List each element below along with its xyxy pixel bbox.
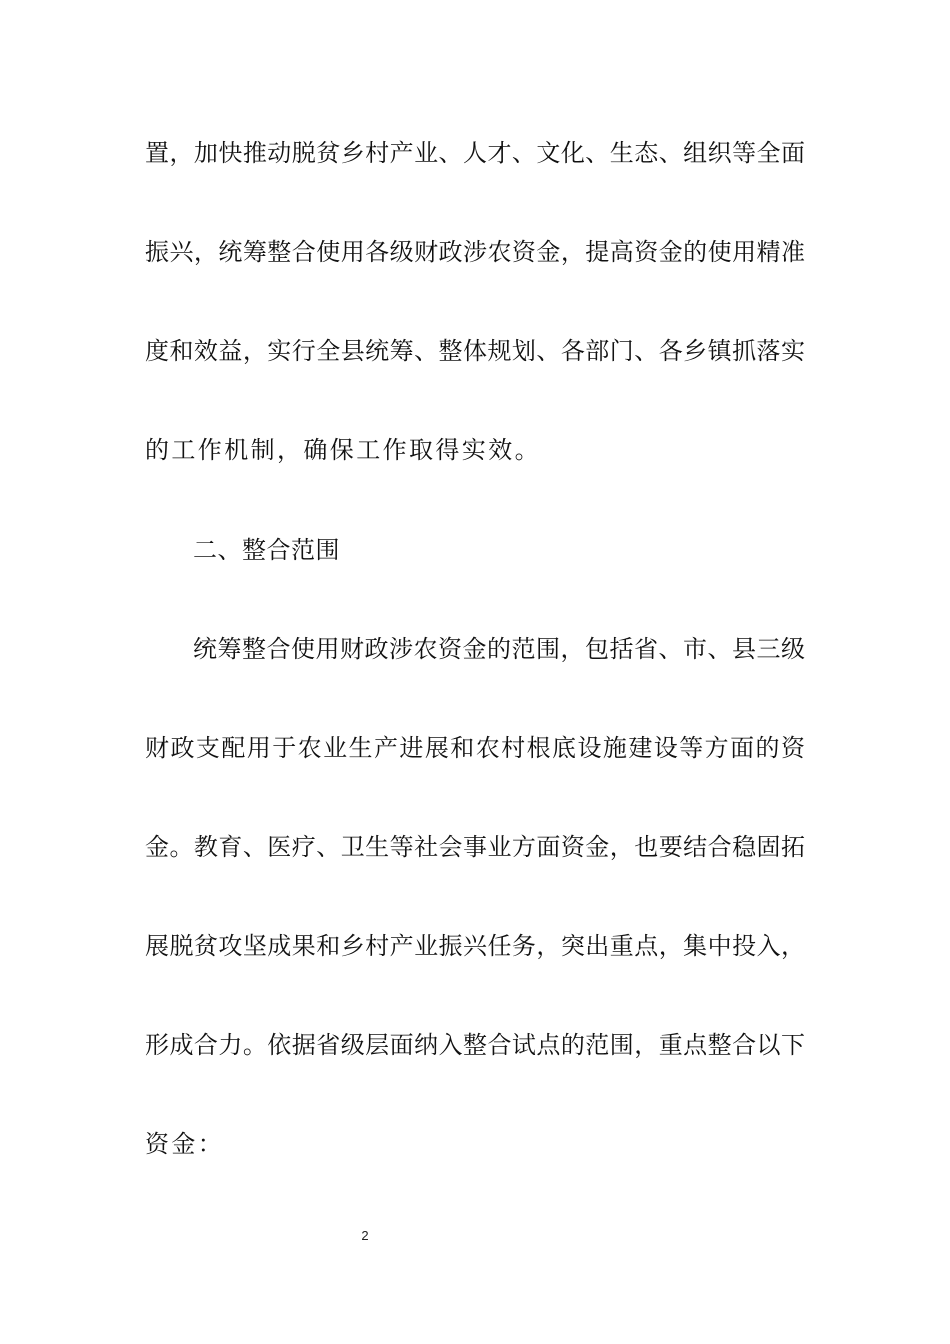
paragraph-2-line-5: 形成合力。依据省级层面纳入整合试点的范围，重点整合以下 [145,1031,805,1059]
paragraph-2-line-3: 金。教育、医疗、卫生等社会事业方面资金，也要结合稳固拓 [145,833,805,861]
paragraph-1-line-2: 振兴，统筹整合使用各级财政涉农资金，提高资金的使用精准 [145,238,805,266]
paragraph-2-line-6: 资金： [145,1130,225,1158]
paragraph-2-line-4: 展脱贫攻坚成果和乡村产业振兴任务，突出重点，集中投入， [145,932,805,960]
section-heading: 二、整合范围 [193,536,340,564]
paragraph-1-line-3: 度和效益，实行全县统筹、整体规划、各部门、各乡镇抓落实 [145,337,805,365]
paragraph-2-line-2: 财政支配用于农业生产进展和农村根底设施建设等方面的资 [145,734,805,762]
paragraph-1-line-4: 的工作机制，确保工作取得实效。 [145,436,541,464]
paragraph-1-line-1: 置，加快推动脱贫乡村产业、人才、文化、生态、组织等全面 [145,139,805,167]
page-number: 2 [361,1228,369,1243]
paragraph-2-line-1: 统筹整合使用财政涉农资金的范围，包括省、市、县三级 [193,635,805,663]
